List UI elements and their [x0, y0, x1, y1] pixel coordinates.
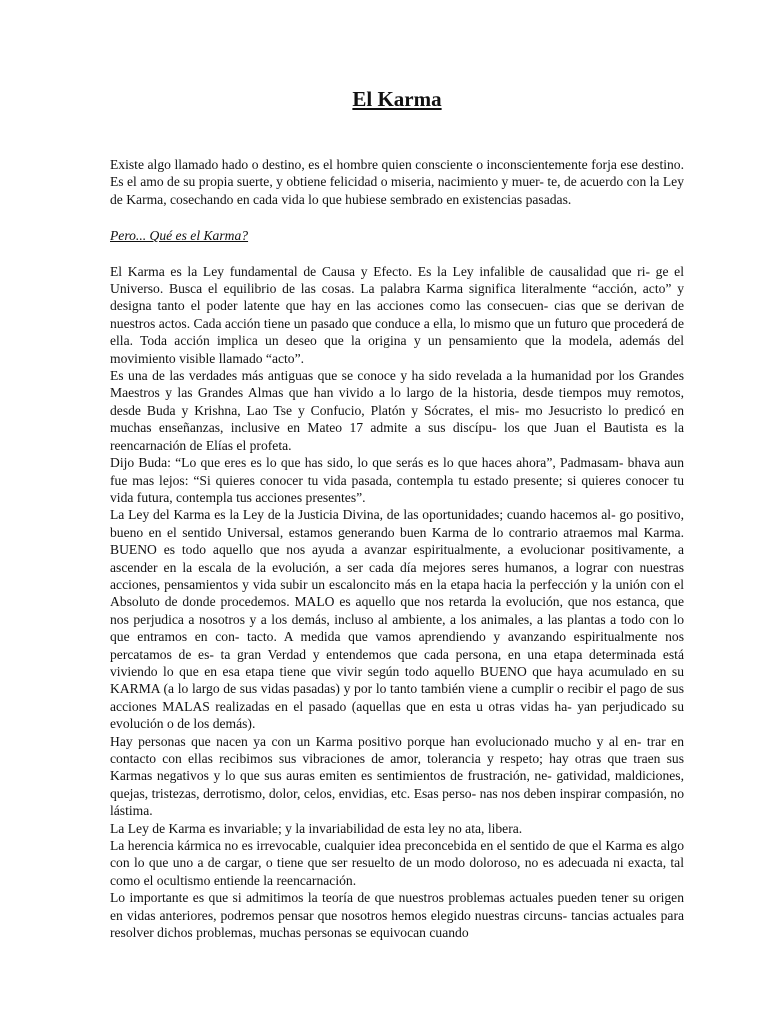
body-paragraph: Hay personas que nacen ya con un Karma positivo porque han evolucionado mucho y al en- trar en contacto con ellas recibimos sus vibraciones de amor, tolerancia y respeto; hay otras que traen sus Karmas negativos y lo que sus auras emiten es sentimientos de frustración, ne- gatividad, maldiciones, quejas, tristezas, derrotismo, dolor, celos, envidias, etc. Esas perso- nas nos deben inspirar compasión, no lástima.	[110, 733, 684, 819]
body-paragraph: Es una de las verdades más antiguas que se conoce y ha sido revelada a la humanidad por los Grandes Maestros y las Grandes Almas que han vivido a lo largo de la historia, desde tiempos muy remotos, desde Buda y Krishna, Lao Tse y Confucio, Platón y Sócrates, el mis- mo Jesucristo lo predicó en muchas enseñanzas, inclusive en Mateo 17 admite a sus discípu- los que Juan el Bautista es la reencarnación de Elías el profeta.	[110, 368, 684, 453]
body-paragraph: La Ley del Karma es la Ley de la Justicia Divina, de las oportunidades; cuando hacemos al- go positivo, bueno en el sentido Universal, estamos generando buen Karma de lo contrario atraemos mal Karma. BUENO es todo aquello que nos ayuda a avanzar espiritualmente, a evolucionar positivamente, a ascender en la escala de la evolución, a ser cada día mejores seres humanos, a lograr con nuestras acciones, pensamientos y vida subir un escaloncito más en la etapa hacia la perfección y la unión con el Absoluto de donde procedemos. MALO es aquello que nos retarda la evolución, que nos estanca, que nos perjudica a nosotros y a los demás, incluso al ambiente, a los animales, a las plantas a todo con lo que entramos en con- tacto. A medida que vamos aprendiendo y avanzando espiritualmente nos percatamos de es- ta gran Verdad y entendemos que cada persona, en una etapa determinada está viviendo lo que en esa etapa tiene que vivir según todo aquello BUENO que haya acumulado en su KARMA (a lo largo de sus vidas pasadas) y por lo tanto también viene a cumplir o recibir el pago de sus acciones MALAS realizadas en el pasado (aquellas que en esta u otras vidas ha- yan perjudicado su evolución o de los demás).	[110, 507, 684, 732]
document-page	[110, 86, 684, 941]
body-paragraph: Lo importante es que si admitimos la teoría de que nuestros problemas actuales pueden tener su origen en vidas anteriores, podremos pensar que nosotros hemos elegido nuestras circuns- tancias actuales para resolver dichos problemas, muchas personas se equivocan cuando	[110, 890, 684, 941]
document-title: El Karma	[352, 87, 442, 111]
body-paragraph: La Ley de Karma es invariable; y la invariabilidad de esta ley no ata, libera.	[110, 820, 523, 836]
intro-paragraph: Existe algo llamado hado o destino, es el hombre quien consciente o inconscientemente forja ese destino. Es el amo de su propia suerte, y obtiene felicidad o miseria, nacimiento y muer- te, de acuerdo con la Ley de Karma, cosechando en cada vida lo que hubiese sembrado en existencias pasadas.	[110, 157, 684, 207]
section-subheading: Pero... Qué es el Karma?	[110, 228, 249, 244]
body-paragraph: La herencia kármica no es irrevocable, cualquier idea preconcebida en el sentido de que el Karma es algo con lo que uno a de cargar, o tiene que ser resuelto de un modo doloroso, no es adecuada ni exacta, tal como el ocultismo entiende la reencarnación.	[110, 838, 684, 888]
body-paragraph: Dijo Buda: “Lo que eres es lo que has sido, lo que serás es lo que haces ahora”, Padmasam- bhava aun fue mas lejos: “Si quieres conocer tu vida pasada, contempla tu estado presente; si quieres conocer tu vida futura, contempla tus acciones presentes”.	[110, 455, 684, 505]
body-paragraph: El Karma es la Ley fundamental de Causa y Efecto. Es la Ley infalible de causalidad que ri- ge el Universo. Busca el equilibrio de las cosas. La palabra Karma significa literalmente “acción, acto” y designa tanto el poder latente que hay en las acciones como las consecuen- cias que se derivan de nuestros actos. Cada acción tiene un pasado que conduce a ella, lo mismo que un futuro que procederá de ella. Toda acción implica un deseo que la origina y un pensamiento que la modela, además del movimiento visible llamado “acto”.	[110, 263, 684, 366]
